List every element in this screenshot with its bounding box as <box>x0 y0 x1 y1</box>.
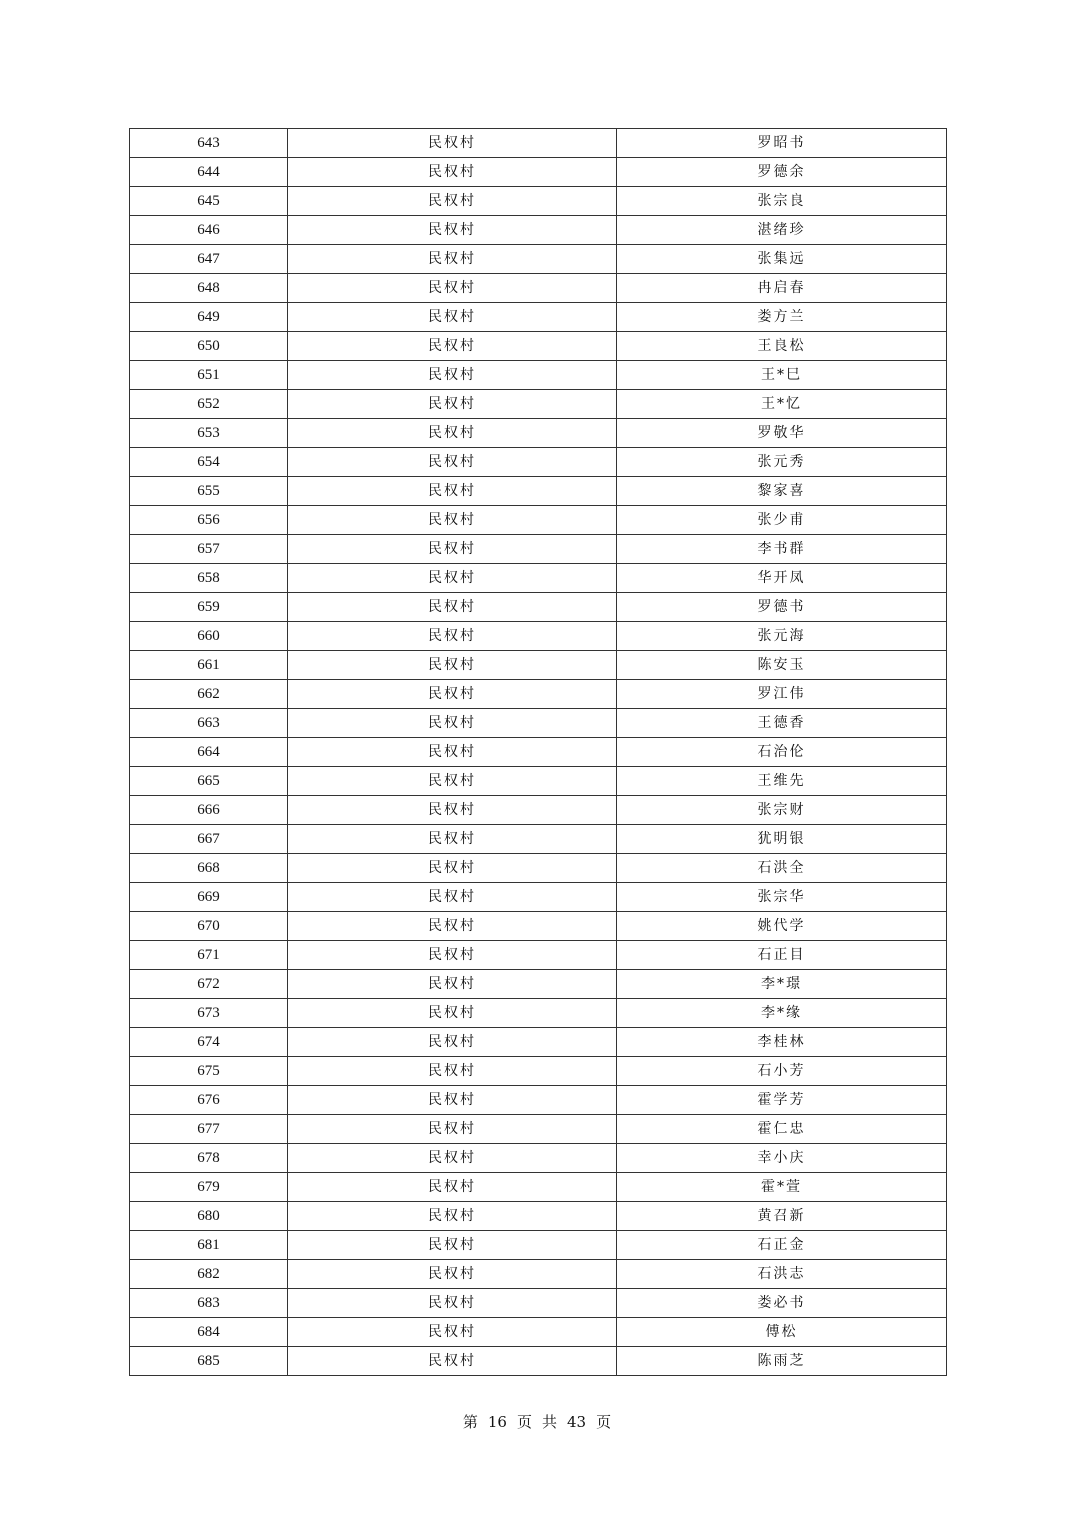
table-row <box>130 883 947 912</box>
table-row <box>130 361 947 390</box>
village-cell: 民权村 <box>288 1289 617 1318</box>
name-cell: 湛绪珍 <box>617 216 947 245</box>
row-number-cell: 655 <box>130 477 288 506</box>
row-number-cell: 665 <box>130 767 288 796</box>
name-cell: 王德香 <box>617 709 947 738</box>
table-row <box>130 1347 947 1376</box>
row-number-cell: 651 <box>130 361 288 390</box>
name-cell: 张宗财 <box>617 796 947 825</box>
name-cell: 张宗良 <box>617 187 947 216</box>
row-number-cell: 684 <box>130 1318 288 1347</box>
table-row <box>130 1144 947 1173</box>
table-row <box>130 999 947 1028</box>
row-number-cell: 670 <box>130 912 288 941</box>
village-cell: 民权村 <box>288 767 617 796</box>
village-cell: 民权村 <box>288 1231 617 1260</box>
row-number-cell: 650 <box>130 332 288 361</box>
village-cell: 民权村 <box>288 535 617 564</box>
village-cell: 民权村 <box>288 361 617 390</box>
name-cell: 霍*萱 <box>617 1173 947 1202</box>
row-number-cell: 647 <box>130 245 288 274</box>
table-row <box>130 912 947 941</box>
name-cell: 石治伦 <box>617 738 947 767</box>
village-cell: 民权村 <box>288 216 617 245</box>
row-number-cell: 657 <box>130 535 288 564</box>
village-cell: 民权村 <box>288 1173 617 1202</box>
name-cell: 王*巳 <box>617 361 947 390</box>
row-number-cell: 677 <box>130 1115 288 1144</box>
name-cell: 罗德书 <box>617 593 947 622</box>
name-cell: 张元秀 <box>617 448 947 477</box>
row-number-cell: 659 <box>130 593 288 622</box>
name-cell: 冉启春 <box>617 274 947 303</box>
table-row <box>130 709 947 738</box>
footer-current-page: 16 <box>487 1413 507 1431</box>
village-cell: 民权村 <box>288 419 617 448</box>
row-number-cell: 669 <box>130 883 288 912</box>
row-number-cell: 685 <box>130 1347 288 1376</box>
name-cell: 陈雨芝 <box>617 1347 947 1376</box>
table-row <box>130 274 947 303</box>
row-number-cell: 679 <box>130 1173 288 1202</box>
row-number-cell: 674 <box>130 1028 288 1057</box>
village-cell: 民权村 <box>288 912 617 941</box>
name-cell: 罗江伟 <box>617 680 947 709</box>
village-cell: 民权村 <box>288 709 617 738</box>
row-number-cell: 663 <box>130 709 288 738</box>
table-row <box>130 970 947 999</box>
name-cell: 石小芳 <box>617 1057 947 1086</box>
row-number-cell: 658 <box>130 564 288 593</box>
row-number-cell: 675 <box>130 1057 288 1086</box>
row-number-cell: 682 <box>130 1260 288 1289</box>
name-cell: 李*璟 <box>617 970 947 999</box>
village-cell: 民权村 <box>288 883 617 912</box>
table-row <box>130 303 947 332</box>
village-cell: 民权村 <box>288 1202 617 1231</box>
name-cell: 黄召新 <box>617 1202 947 1231</box>
village-cell: 民权村 <box>288 506 617 535</box>
name-cell: 石洪志 <box>617 1260 947 1289</box>
name-cell: 张宗华 <box>617 883 947 912</box>
village-cell: 民权村 <box>288 941 617 970</box>
page-footer <box>0 1410 1074 1434</box>
name-cell: 娄方兰 <box>617 303 947 332</box>
name-cell: 王良松 <box>617 332 947 361</box>
village-cell: 民权村 <box>288 1028 617 1057</box>
village-cell: 民权村 <box>288 1318 617 1347</box>
village-cell: 民权村 <box>288 245 617 274</box>
footer-suffix: 页 <box>596 1413 612 1431</box>
name-cell: 石正目 <box>617 941 947 970</box>
roster-table-body <box>130 129 947 1376</box>
table-row <box>130 1115 947 1144</box>
village-cell: 民权村 <box>288 854 617 883</box>
row-number-cell: 671 <box>130 941 288 970</box>
name-cell: 李桂林 <box>617 1028 947 1057</box>
name-cell: 张集远 <box>617 245 947 274</box>
row-number-cell: 681 <box>130 1231 288 1260</box>
village-cell: 民权村 <box>288 332 617 361</box>
village-cell: 民权村 <box>288 1086 617 1115</box>
table-row <box>130 622 947 651</box>
roster-table <box>129 128 947 1376</box>
village-cell: 民权村 <box>288 274 617 303</box>
village-cell: 民权村 <box>288 448 617 477</box>
name-cell: 黎家喜 <box>617 477 947 506</box>
village-cell: 民权村 <box>288 158 617 187</box>
table-row <box>130 390 947 419</box>
village-cell: 民权村 <box>288 622 617 651</box>
name-cell: 张元海 <box>617 622 947 651</box>
name-cell: 罗德余 <box>617 158 947 187</box>
row-number-cell: 654 <box>130 448 288 477</box>
footer-total-word: 共 <box>542 1413 558 1431</box>
footer-page-word: 页 <box>516 1413 532 1431</box>
name-cell: 李*缘 <box>617 999 947 1028</box>
name-cell: 张少甫 <box>617 506 947 535</box>
village-cell: 民权村 <box>288 187 617 216</box>
table-row <box>130 158 947 187</box>
table-row <box>130 854 947 883</box>
name-cell: 石洪全 <box>617 854 947 883</box>
name-cell: 霍仁忠 <box>617 1115 947 1144</box>
table-row <box>130 535 947 564</box>
row-number-cell: 652 <box>130 390 288 419</box>
name-cell: 傅松 <box>617 1318 947 1347</box>
row-number-cell: 664 <box>130 738 288 767</box>
village-cell: 民权村 <box>288 1144 617 1173</box>
row-number-cell: 656 <box>130 506 288 535</box>
table-row <box>130 1202 947 1231</box>
name-cell: 霍学芳 <box>617 1086 947 1115</box>
table-row <box>130 651 947 680</box>
village-cell: 民权村 <box>288 564 617 593</box>
row-number-cell: 649 <box>130 303 288 332</box>
table-row <box>130 593 947 622</box>
table-row <box>130 767 947 796</box>
name-cell: 石正金 <box>617 1231 947 1260</box>
row-number-cell: 662 <box>130 680 288 709</box>
row-number-cell: 660 <box>130 622 288 651</box>
table-row <box>130 245 947 274</box>
row-number-cell: 648 <box>130 274 288 303</box>
table-row <box>130 1260 947 1289</box>
village-cell: 民权村 <box>288 129 617 158</box>
table-row <box>130 825 947 854</box>
table-row <box>130 1028 947 1057</box>
table-row <box>130 1057 947 1086</box>
table-row <box>130 1231 947 1260</box>
footer-prefix: 第 <box>462 1413 478 1431</box>
table-row <box>130 448 947 477</box>
table-row <box>130 187 947 216</box>
table-row <box>130 129 947 158</box>
name-cell: 李书群 <box>617 535 947 564</box>
table-row <box>130 738 947 767</box>
village-cell: 民权村 <box>288 796 617 825</box>
table-row <box>130 1318 947 1347</box>
village-cell: 民权村 <box>288 303 617 332</box>
table-row <box>130 216 947 245</box>
row-number-cell: 668 <box>130 854 288 883</box>
name-cell: 犹明银 <box>617 825 947 854</box>
row-number-cell: 673 <box>130 999 288 1028</box>
village-cell: 民权村 <box>288 738 617 767</box>
row-number-cell: 643 <box>130 129 288 158</box>
village-cell: 民权村 <box>288 1260 617 1289</box>
row-number-cell: 678 <box>130 1144 288 1173</box>
name-cell: 姚代学 <box>617 912 947 941</box>
village-cell: 民权村 <box>288 1115 617 1144</box>
village-cell: 民权村 <box>288 1057 617 1086</box>
table-row <box>130 419 947 448</box>
footer-total-pages: 43 <box>567 1413 587 1431</box>
row-number-cell: 683 <box>130 1289 288 1318</box>
row-number-cell: 661 <box>130 651 288 680</box>
name-cell: 王*忆 <box>617 390 947 419</box>
name-cell: 罗敬华 <box>617 419 947 448</box>
row-number-cell: 646 <box>130 216 288 245</box>
row-number-cell: 645 <box>130 187 288 216</box>
village-cell: 民权村 <box>288 970 617 999</box>
row-number-cell: 680 <box>130 1202 288 1231</box>
table-row <box>130 477 947 506</box>
name-cell: 娄必书 <box>617 1289 947 1318</box>
table-row <box>130 332 947 361</box>
table-row <box>130 506 947 535</box>
row-number-cell: 666 <box>130 796 288 825</box>
village-cell: 民权村 <box>288 825 617 854</box>
table-row <box>130 1289 947 1318</box>
name-cell: 幸小庆 <box>617 1144 947 1173</box>
name-cell: 王维先 <box>617 767 947 796</box>
name-cell: 罗昭书 <box>617 129 947 158</box>
row-number-cell: 667 <box>130 825 288 854</box>
row-number-cell: 672 <box>130 970 288 999</box>
village-cell: 民权村 <box>288 390 617 419</box>
row-number-cell: 676 <box>130 1086 288 1115</box>
row-number-cell: 653 <box>130 419 288 448</box>
village-cell: 民权村 <box>288 651 617 680</box>
name-cell: 陈安玉 <box>617 651 947 680</box>
village-cell: 民权村 <box>288 1347 617 1376</box>
village-cell: 民权村 <box>288 593 617 622</box>
name-cell: 华开凤 <box>617 564 947 593</box>
village-cell: 民权村 <box>288 680 617 709</box>
table-row <box>130 1086 947 1115</box>
table-row <box>130 564 947 593</box>
row-number-cell: 644 <box>130 158 288 187</box>
table-row <box>130 941 947 970</box>
village-cell: 民权村 <box>288 999 617 1028</box>
table-row <box>130 1173 947 1202</box>
village-cell: 民权村 <box>288 477 617 506</box>
table-row <box>130 680 947 709</box>
table-row <box>130 796 947 825</box>
